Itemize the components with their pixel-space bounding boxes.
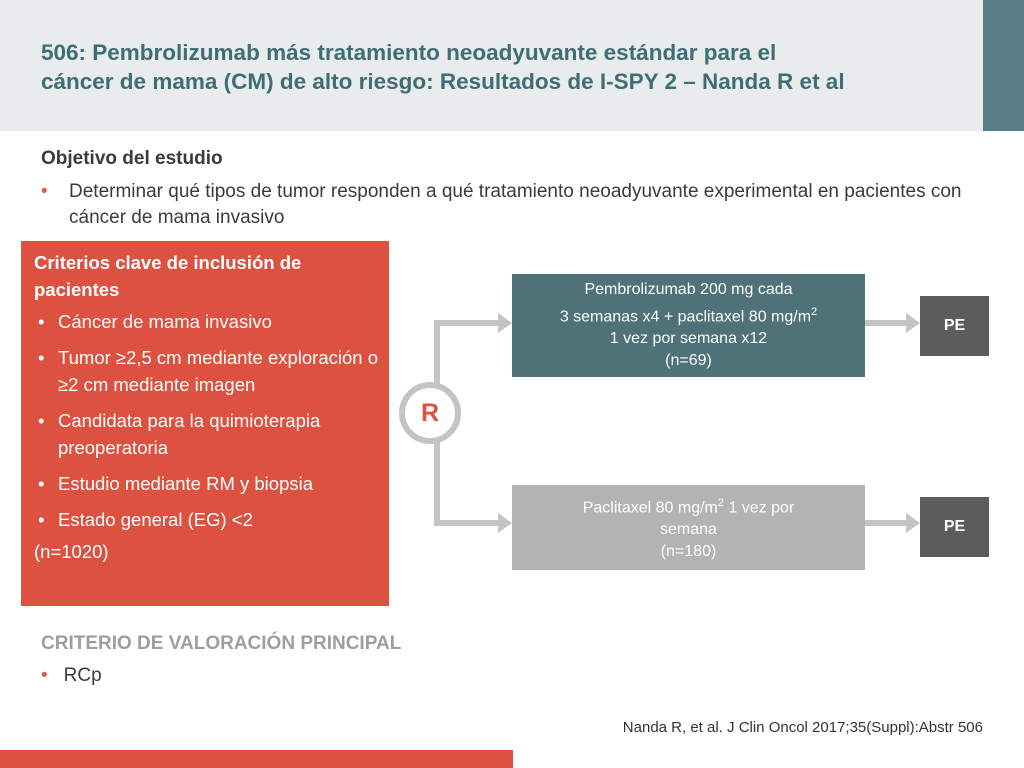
connector-to-arm1 [437, 323, 500, 387]
primary-endpoint-item [41, 665, 102, 687]
objective-text: Determinar qué tipos de tumor responden a qué tratamiento neoadyuvante experimental en pacientes con cáncer de mama invasivo [69, 181, 962, 228]
primary-endpoint-text: RCp [63, 665, 102, 686]
arm-paclitaxel-box [512, 485, 865, 570]
arrowhead-pe1 [906, 313, 920, 333]
arrowhead-pe2 [906, 513, 920, 533]
pe-endpoint-box-arm2: PE [920, 497, 989, 557]
bullet-icon: • [38, 347, 45, 368]
criteria-item-text: Estudio mediante RM y biopsia [58, 473, 314, 494]
criteria-sample-size: (n=1020) [34, 541, 109, 562]
primary-endpoint-heading: CRITERIO DE VALORACIÓN PRINCIPAL [41, 633, 402, 654]
arm2-line2: semana [660, 521, 717, 539]
bullet-icon: • [38, 509, 45, 530]
arm1-line2 [512, 301, 865, 328]
citation-reference: Nanda R, et al. J Clin Oncol 2017;35(Suppl):Abstr 506 [622, 719, 983, 736]
arm2-line1 [512, 492, 865, 519]
objective-heading: Objetivo del estudio [41, 148, 223, 169]
criteria-item-text: Candidata para la quimioterapia preoperatoria [58, 410, 321, 458]
arm-pembrolizumab-box [512, 274, 865, 377]
pe-endpoint-box-arm1: PE [920, 296, 989, 356]
bullet-icon: • [38, 473, 45, 494]
arm1-n: (n=69) [665, 352, 712, 370]
randomization-circle: R [399, 382, 461, 444]
arm2-n: (n=180) [660, 543, 717, 561]
bullet-icon: • [41, 665, 48, 686]
arm2-line1-superscript: 2 [717, 496, 725, 509]
arm1-line2-superscript: 2 [811, 305, 818, 318]
arm1-line2-text: 3 semanas x4 + paclitaxel 80 mg/m [559, 308, 812, 326]
bullet-icon: • [41, 181, 48, 202]
criteria-item-text: Estado general (EG) <2 [58, 509, 253, 530]
arrowhead-arm2 [498, 513, 512, 533]
title-line-1: 506: Pembrolizumab más tratamiento neoadyuvante estándar para el [41, 40, 777, 65]
bullet-icon: • [38, 311, 45, 332]
arm1-line3: 1 vez por semana x12 [609, 330, 768, 348]
bullet-icon: • [38, 410, 45, 431]
arrowhead-arm1 [498, 313, 512, 333]
criteria-item-text: Cáncer de mama invasivo [58, 311, 272, 332]
arm1-line1: Pembrolizumab 200 mg cada [584, 280, 793, 298]
footer-accent-bar [0, 750, 513, 768]
arm2-line1-text-end: 1 vez por [724, 499, 795, 517]
arm2-line1-text: Paclitaxel 80 mg/m [582, 499, 718, 517]
title-line-2: cáncer de mama (CM) de alto riesgo: Resultados de I-SPY 2 – Nanda R et al [41, 69, 845, 94]
criteria-item-text: Tumor ≥2,5 cm mediante exploración o ≥2 cm mediante imagen [58, 347, 379, 395]
connector-to-arm2 [437, 439, 500, 523]
criteria-title: Criterios clave de inclusión de pacientes [34, 252, 302, 300]
